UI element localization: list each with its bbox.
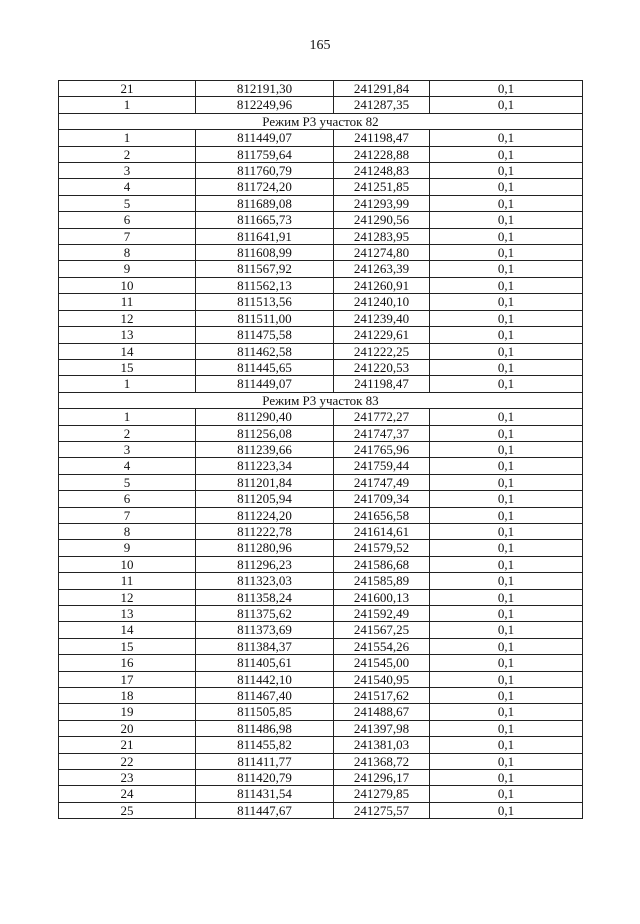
- accuracy-cell: 0,1: [430, 81, 583, 97]
- table-row: [59, 441, 583, 457]
- accuracy-cell: 0,1: [430, 97, 583, 113]
- table-row: [59, 688, 583, 704]
- x-coordinate-cell: 811689,08: [196, 195, 334, 211]
- table-row: [59, 523, 583, 539]
- point-number-cell: 13: [59, 606, 196, 622]
- point-number-cell: 23: [59, 770, 196, 786]
- table-row: [59, 212, 583, 228]
- accuracy-cell: 0,1: [430, 671, 583, 687]
- y-coordinate-cell: 241567,25: [334, 622, 430, 638]
- point-number-cell: 16: [59, 655, 196, 671]
- y-coordinate-cell: 241198,47: [334, 376, 430, 392]
- section-header-row: [59, 113, 583, 129]
- accuracy-cell: 0,1: [430, 606, 583, 622]
- y-coordinate-cell: 241585,89: [334, 573, 430, 589]
- point-number-cell: 1: [59, 409, 196, 425]
- x-coordinate-cell: 811420,79: [196, 770, 334, 786]
- accuracy-cell: 0,1: [430, 737, 583, 753]
- table-row: [59, 802, 583, 818]
- y-coordinate-cell: 241488,67: [334, 704, 430, 720]
- y-coordinate-cell: 241198,47: [334, 130, 430, 146]
- x-coordinate-cell: 811290,40: [196, 409, 334, 425]
- point-number-cell: 4: [59, 179, 196, 195]
- x-coordinate-cell: 811280,96: [196, 540, 334, 556]
- x-coordinate-cell: 811205,94: [196, 491, 334, 507]
- accuracy-cell: 0,1: [430, 491, 583, 507]
- point-number-cell: 1: [59, 376, 196, 392]
- point-number-cell: 18: [59, 688, 196, 704]
- table-row: [59, 720, 583, 736]
- accuracy-cell: 0,1: [430, 688, 583, 704]
- point-number-cell: 5: [59, 474, 196, 490]
- section-header-row: [59, 392, 583, 408]
- accuracy-cell: 0,1: [430, 589, 583, 605]
- table-row: [59, 97, 583, 113]
- table-row: [59, 376, 583, 392]
- x-coordinate-cell: 811759,64: [196, 146, 334, 162]
- point-number-cell: 3: [59, 441, 196, 457]
- x-coordinate-cell: 812249,96: [196, 97, 334, 113]
- point-number-cell: 5: [59, 195, 196, 211]
- x-coordinate-cell: 811608,99: [196, 245, 334, 261]
- table-row: [59, 245, 583, 261]
- point-number-cell: 2: [59, 425, 196, 441]
- point-number-cell: 9: [59, 261, 196, 277]
- point-number-cell: 3: [59, 163, 196, 179]
- y-coordinate-cell: 241381,03: [334, 737, 430, 753]
- accuracy-cell: 0,1: [430, 704, 583, 720]
- table-row: [59, 671, 583, 687]
- point-number-cell: 8: [59, 523, 196, 539]
- accuracy-cell: 0,1: [430, 622, 583, 638]
- x-coordinate-cell: 811224,20: [196, 507, 334, 523]
- y-coordinate-cell: 241397,98: [334, 720, 430, 736]
- coordinates-table-body: [59, 81, 583, 819]
- x-coordinate-cell: 811358,24: [196, 589, 334, 605]
- x-coordinate-cell: 811455,82: [196, 737, 334, 753]
- accuracy-cell: 0,1: [430, 261, 583, 277]
- x-coordinate-cell: 811323,03: [196, 573, 334, 589]
- y-coordinate-cell: 241240,10: [334, 294, 430, 310]
- x-coordinate-cell: 811505,85: [196, 704, 334, 720]
- y-coordinate-cell: 241275,57: [334, 802, 430, 818]
- x-coordinate-cell: 811462,58: [196, 343, 334, 359]
- point-number-cell: 7: [59, 507, 196, 523]
- y-coordinate-cell: 241260,91: [334, 277, 430, 293]
- accuracy-cell: 0,1: [430, 458, 583, 474]
- x-coordinate-cell: 811511,00: [196, 310, 334, 326]
- x-coordinate-cell: 811449,07: [196, 130, 334, 146]
- y-coordinate-cell: 241287,35: [334, 97, 430, 113]
- table-row: [59, 146, 583, 162]
- accuracy-cell: 0,1: [430, 163, 583, 179]
- point-number-cell: 21: [59, 737, 196, 753]
- section-title: Режим Р3 участок 83: [59, 392, 583, 408]
- table-row: [59, 589, 583, 605]
- table-row: [59, 737, 583, 753]
- accuracy-cell: 0,1: [430, 720, 583, 736]
- accuracy-cell: 0,1: [430, 343, 583, 359]
- point-number-cell: 15: [59, 359, 196, 375]
- table-row: [59, 704, 583, 720]
- x-coordinate-cell: 811486,98: [196, 720, 334, 736]
- x-coordinate-cell: 811223,34: [196, 458, 334, 474]
- x-coordinate-cell: 811201,84: [196, 474, 334, 490]
- x-coordinate-cell: 811475,58: [196, 327, 334, 343]
- point-number-cell: 15: [59, 638, 196, 654]
- table-row: [59, 81, 583, 97]
- table-row: [59, 540, 583, 556]
- accuracy-cell: 0,1: [430, 130, 583, 146]
- x-coordinate-cell: 811562,13: [196, 277, 334, 293]
- point-number-cell: 10: [59, 556, 196, 572]
- x-coordinate-cell: 811442,10: [196, 671, 334, 687]
- y-coordinate-cell: 241709,34: [334, 491, 430, 507]
- accuracy-cell: 0,1: [430, 523, 583, 539]
- y-coordinate-cell: 241293,99: [334, 195, 430, 211]
- x-coordinate-cell: 811513,56: [196, 294, 334, 310]
- accuracy-cell: 0,1: [430, 277, 583, 293]
- point-number-cell: 9: [59, 540, 196, 556]
- point-number-cell: 8: [59, 245, 196, 261]
- table-row: [59, 179, 583, 195]
- accuracy-cell: 0,1: [430, 441, 583, 457]
- point-number-cell: 14: [59, 343, 196, 359]
- point-number-cell: 12: [59, 589, 196, 605]
- y-coordinate-cell: 241274,80: [334, 245, 430, 261]
- accuracy-cell: 0,1: [430, 655, 583, 671]
- accuracy-cell: 0,1: [430, 376, 583, 392]
- table-row: [59, 425, 583, 441]
- point-number-cell: 19: [59, 704, 196, 720]
- y-coordinate-cell: 241545,00: [334, 655, 430, 671]
- y-coordinate-cell: 241251,85: [334, 179, 430, 195]
- table-row: [59, 655, 583, 671]
- table-row: [59, 409, 583, 425]
- point-number-cell: 11: [59, 573, 196, 589]
- y-coordinate-cell: 241600,13: [334, 589, 430, 605]
- x-coordinate-cell: 811724,20: [196, 179, 334, 195]
- y-coordinate-cell: 241586,68: [334, 556, 430, 572]
- x-coordinate-cell: 811384,37: [196, 638, 334, 654]
- y-coordinate-cell: 241248,83: [334, 163, 430, 179]
- accuracy-cell: 0,1: [430, 310, 583, 326]
- y-coordinate-cell: 241263,39: [334, 261, 430, 277]
- accuracy-cell: 0,1: [430, 540, 583, 556]
- table-row: [59, 310, 583, 326]
- y-coordinate-cell: 241296,17: [334, 770, 430, 786]
- y-coordinate-cell: 241540,95: [334, 671, 430, 687]
- accuracy-cell: 0,1: [430, 327, 583, 343]
- point-number-cell: 1: [59, 130, 196, 146]
- y-coordinate-cell: 241290,56: [334, 212, 430, 228]
- table-row: [59, 343, 583, 359]
- accuracy-cell: 0,1: [430, 195, 583, 211]
- point-number-cell: 17: [59, 671, 196, 687]
- x-coordinate-cell: 811296,23: [196, 556, 334, 572]
- accuracy-cell: 0,1: [430, 146, 583, 162]
- table-row: [59, 753, 583, 769]
- table-row: [59, 261, 583, 277]
- x-coordinate-cell: 811760,79: [196, 163, 334, 179]
- y-coordinate-cell: 241614,61: [334, 523, 430, 539]
- point-number-cell: 12: [59, 310, 196, 326]
- y-coordinate-cell: 241517,62: [334, 688, 430, 704]
- accuracy-cell: 0,1: [430, 770, 583, 786]
- accuracy-cell: 0,1: [430, 573, 583, 589]
- coordinates-table: [58, 80, 583, 819]
- x-coordinate-cell: 811449,07: [196, 376, 334, 392]
- y-coordinate-cell: 241747,37: [334, 425, 430, 441]
- table-row: [59, 195, 583, 211]
- x-coordinate-cell: 811467,40: [196, 688, 334, 704]
- y-coordinate-cell: 241747,49: [334, 474, 430, 490]
- table-row: [59, 638, 583, 654]
- y-coordinate-cell: 241239,40: [334, 310, 430, 326]
- y-coordinate-cell: 241220,53: [334, 359, 430, 375]
- point-number-cell: 21: [59, 81, 196, 97]
- table-row: [59, 474, 583, 490]
- x-coordinate-cell: 811375,62: [196, 606, 334, 622]
- point-number-cell: 2: [59, 146, 196, 162]
- x-coordinate-cell: 812191,30: [196, 81, 334, 97]
- table-row: [59, 622, 583, 638]
- x-coordinate-cell: 811431,54: [196, 786, 334, 802]
- accuracy-cell: 0,1: [430, 786, 583, 802]
- point-number-cell: 6: [59, 491, 196, 507]
- x-coordinate-cell: 811373,69: [196, 622, 334, 638]
- accuracy-cell: 0,1: [430, 425, 583, 441]
- y-coordinate-cell: 241279,85: [334, 786, 430, 802]
- table-row: [59, 786, 583, 802]
- x-coordinate-cell: 811405,61: [196, 655, 334, 671]
- x-coordinate-cell: 811222,78: [196, 523, 334, 539]
- point-number-cell: 11: [59, 294, 196, 310]
- table-row: [59, 327, 583, 343]
- point-number-cell: 13: [59, 327, 196, 343]
- accuracy-cell: 0,1: [430, 507, 583, 523]
- y-coordinate-cell: 241291,84: [334, 81, 430, 97]
- accuracy-cell: 0,1: [430, 294, 583, 310]
- table-row: [59, 228, 583, 244]
- y-coordinate-cell: 241579,52: [334, 540, 430, 556]
- table-row: [59, 507, 583, 523]
- x-coordinate-cell: 811665,73: [196, 212, 334, 228]
- y-coordinate-cell: 241283,95: [334, 228, 430, 244]
- point-number-cell: 1: [59, 97, 196, 113]
- point-number-cell: 10: [59, 277, 196, 293]
- table-row: [59, 277, 583, 293]
- accuracy-cell: 0,1: [430, 359, 583, 375]
- y-coordinate-cell: 241592,49: [334, 606, 430, 622]
- table-row: [59, 163, 583, 179]
- point-number-cell: 14: [59, 622, 196, 638]
- accuracy-cell: 0,1: [430, 245, 583, 261]
- point-number-cell: 24: [59, 786, 196, 802]
- table-row: [59, 294, 583, 310]
- accuracy-cell: 0,1: [430, 802, 583, 818]
- point-number-cell: 20: [59, 720, 196, 736]
- point-number-cell: 25: [59, 802, 196, 818]
- x-coordinate-cell: 811411,77: [196, 753, 334, 769]
- y-coordinate-cell: 241554,26: [334, 638, 430, 654]
- table-row: [59, 556, 583, 572]
- point-number-cell: 4: [59, 458, 196, 474]
- accuracy-cell: 0,1: [430, 556, 583, 572]
- y-coordinate-cell: 241229,61: [334, 327, 430, 343]
- y-coordinate-cell: 241765,96: [334, 441, 430, 457]
- table-row: [59, 458, 583, 474]
- y-coordinate-cell: 241222,25: [334, 343, 430, 359]
- point-number-cell: 22: [59, 753, 196, 769]
- x-coordinate-cell: 811567,92: [196, 261, 334, 277]
- page-number: 165: [309, 38, 331, 53]
- y-coordinate-cell: 241228,88: [334, 146, 430, 162]
- section-title: Режим Р3 участок 82: [59, 113, 583, 129]
- accuracy-cell: 0,1: [430, 753, 583, 769]
- x-coordinate-cell: 811239,66: [196, 441, 334, 457]
- x-coordinate-cell: 811641,91: [196, 228, 334, 244]
- point-number-cell: 7: [59, 228, 196, 244]
- x-coordinate-cell: 811445,65: [196, 359, 334, 375]
- table-row: [59, 130, 583, 146]
- table-row: [59, 573, 583, 589]
- table-row: [59, 491, 583, 507]
- point-number-cell: 6: [59, 212, 196, 228]
- accuracy-cell: 0,1: [430, 228, 583, 244]
- y-coordinate-cell: 241368,72: [334, 753, 430, 769]
- table-row: [59, 359, 583, 375]
- table-row: [59, 770, 583, 786]
- x-coordinate-cell: 811256,08: [196, 425, 334, 441]
- x-coordinate-cell: 811447,67: [196, 802, 334, 818]
- y-coordinate-cell: 241772,27: [334, 409, 430, 425]
- y-coordinate-cell: 241759,44: [334, 458, 430, 474]
- y-coordinate-cell: 241656,58: [334, 507, 430, 523]
- table-row: [59, 606, 583, 622]
- accuracy-cell: 0,1: [430, 179, 583, 195]
- accuracy-cell: 0,1: [430, 638, 583, 654]
- accuracy-cell: 0,1: [430, 409, 583, 425]
- accuracy-cell: 0,1: [430, 474, 583, 490]
- accuracy-cell: 0,1: [430, 212, 583, 228]
